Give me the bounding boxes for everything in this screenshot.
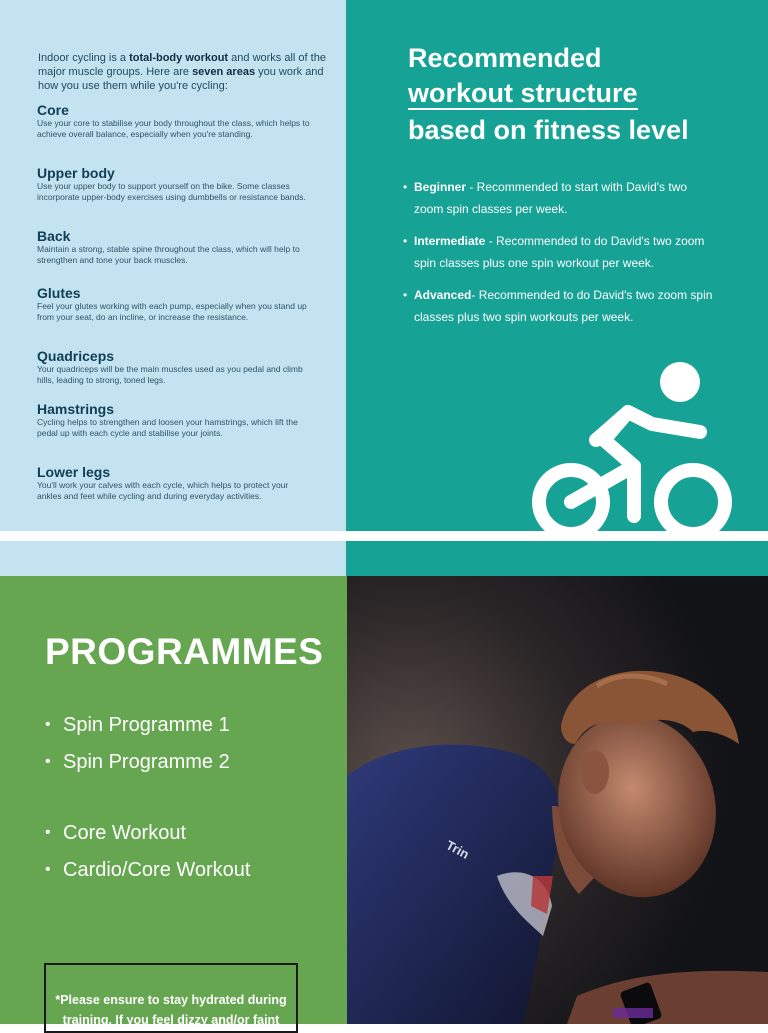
muscle-item-lower-legs — [37, 464, 312, 501]
fitness-level-list — [403, 177, 713, 339]
divider-strip-teal — [346, 541, 768, 576]
programme-item: • Cardio/Core Workout — [45, 852, 250, 889]
muscle-item-hamstrings — [37, 401, 312, 438]
muscle-description: Use your upper body to support yourself on the bike. Some classes incorporate upper-body exercises using dumbbells or resistance bands. — [37, 181, 306, 202]
muscle-title: Lower legs — [37, 464, 111, 480]
muscle-title: Upper body — [37, 165, 115, 181]
cyclist-photo — [347, 576, 768, 1024]
muscle-title: Back — [37, 228, 71, 244]
muscle-description: Feel your glutes working with each pump, especially when you stand up from your seat, do an incline, or increase the resistance. — [37, 301, 307, 322]
muscle-item-core — [37, 102, 312, 139]
programmes-title: PROGRAMMES — [45, 631, 324, 672]
intro-text: you work and how you use them while you're cycling: — [38, 66, 324, 92]
muscle-item-upper-body — [37, 165, 312, 202]
muscle-description: You'll work your calves with each cycle, which helps to protect your ankles and feet while cycling and during everyday activities. — [37, 480, 289, 501]
structure-title — [408, 41, 748, 148]
workout-structure-panel — [346, 0, 768, 531]
level-name: Beginner — [414, 180, 467, 194]
muscle-description: Cycling helps to strengthen and loosen your hamstrings, which lift the pedal up with each cycle and stabilise your joints. — [37, 417, 298, 438]
level-item-beginner — [403, 177, 713, 220]
programmes-panel — [0, 576, 347, 1027]
muscle-description: Use your core to stabilise your body throughout the class, which helps to achieve overall balance, especially when you're standing. — [37, 118, 310, 139]
programme-item: • Spin Programme 2 — [45, 744, 230, 781]
programme-item: • Spin Programme 1 — [45, 707, 230, 744]
title-line-underlined: workout structure — [408, 78, 638, 108]
muscle-description: Maintain a strong, stable spine throughout the class, which will help to strengthen and tone your back muscles. — [37, 244, 300, 265]
muscle-title: Core — [37, 102, 69, 118]
intro-paragraph — [38, 51, 328, 93]
muscle-item-glutes — [37, 285, 312, 322]
intro-bold: total-body workout — [129, 52, 229, 64]
intro-text: Indoor cycling is a — [38, 52, 130, 64]
level-name: Advanced — [414, 288, 472, 302]
divider-strip-blue — [0, 541, 346, 576]
muscle-item-quadriceps — [37, 348, 312, 385]
workout-list — [45, 815, 250, 888]
title-line: Recommended — [408, 43, 602, 73]
spin-programme-list — [45, 707, 230, 780]
level-item-intermediate — [403, 231, 713, 274]
muscle-title: Quadriceps — [37, 348, 115, 364]
shirt-logo-text: Trin — [443, 837, 472, 862]
muscle-title: Glutes — [37, 285, 81, 301]
level-name: Intermediate — [414, 234, 486, 248]
cyclist-icon — [532, 356, 736, 534]
cyclist-photo-illustration — [347, 576, 768, 1024]
programme-item: • Core Workout — [45, 815, 250, 852]
level-text: - Recommended to start with David's two zoom spin classes per week. — [414, 180, 688, 216]
muscle-description: Your quadriceps will be the main muscles used as you pedal and climb hills, leading to strong, toned legs. — [37, 364, 303, 385]
intro-bold: seven areas — [192, 66, 256, 78]
divider-line — [0, 531, 768, 541]
title-line: based on fitness level — [408, 115, 689, 145]
muscle-groups-panel — [0, 0, 346, 531]
muscle-title: Hamstrings — [37, 401, 115, 417]
muscle-item-back — [37, 228, 312, 265]
level-text: - Recommended to do David's two zoom spin classes plus two spin workouts per week. — [414, 288, 713, 324]
hydration-note: *Please ensure to stay hydrated during training. If you feel dizzy and/or faint — [44, 963, 298, 1033]
intro-text: and works all of the major muscle groups. Here are — [38, 52, 326, 78]
level-text: - Recommended to do David's two zoom spin classes plus one spin workout per week. — [414, 234, 705, 270]
level-item-advanced — [403, 285, 713, 328]
